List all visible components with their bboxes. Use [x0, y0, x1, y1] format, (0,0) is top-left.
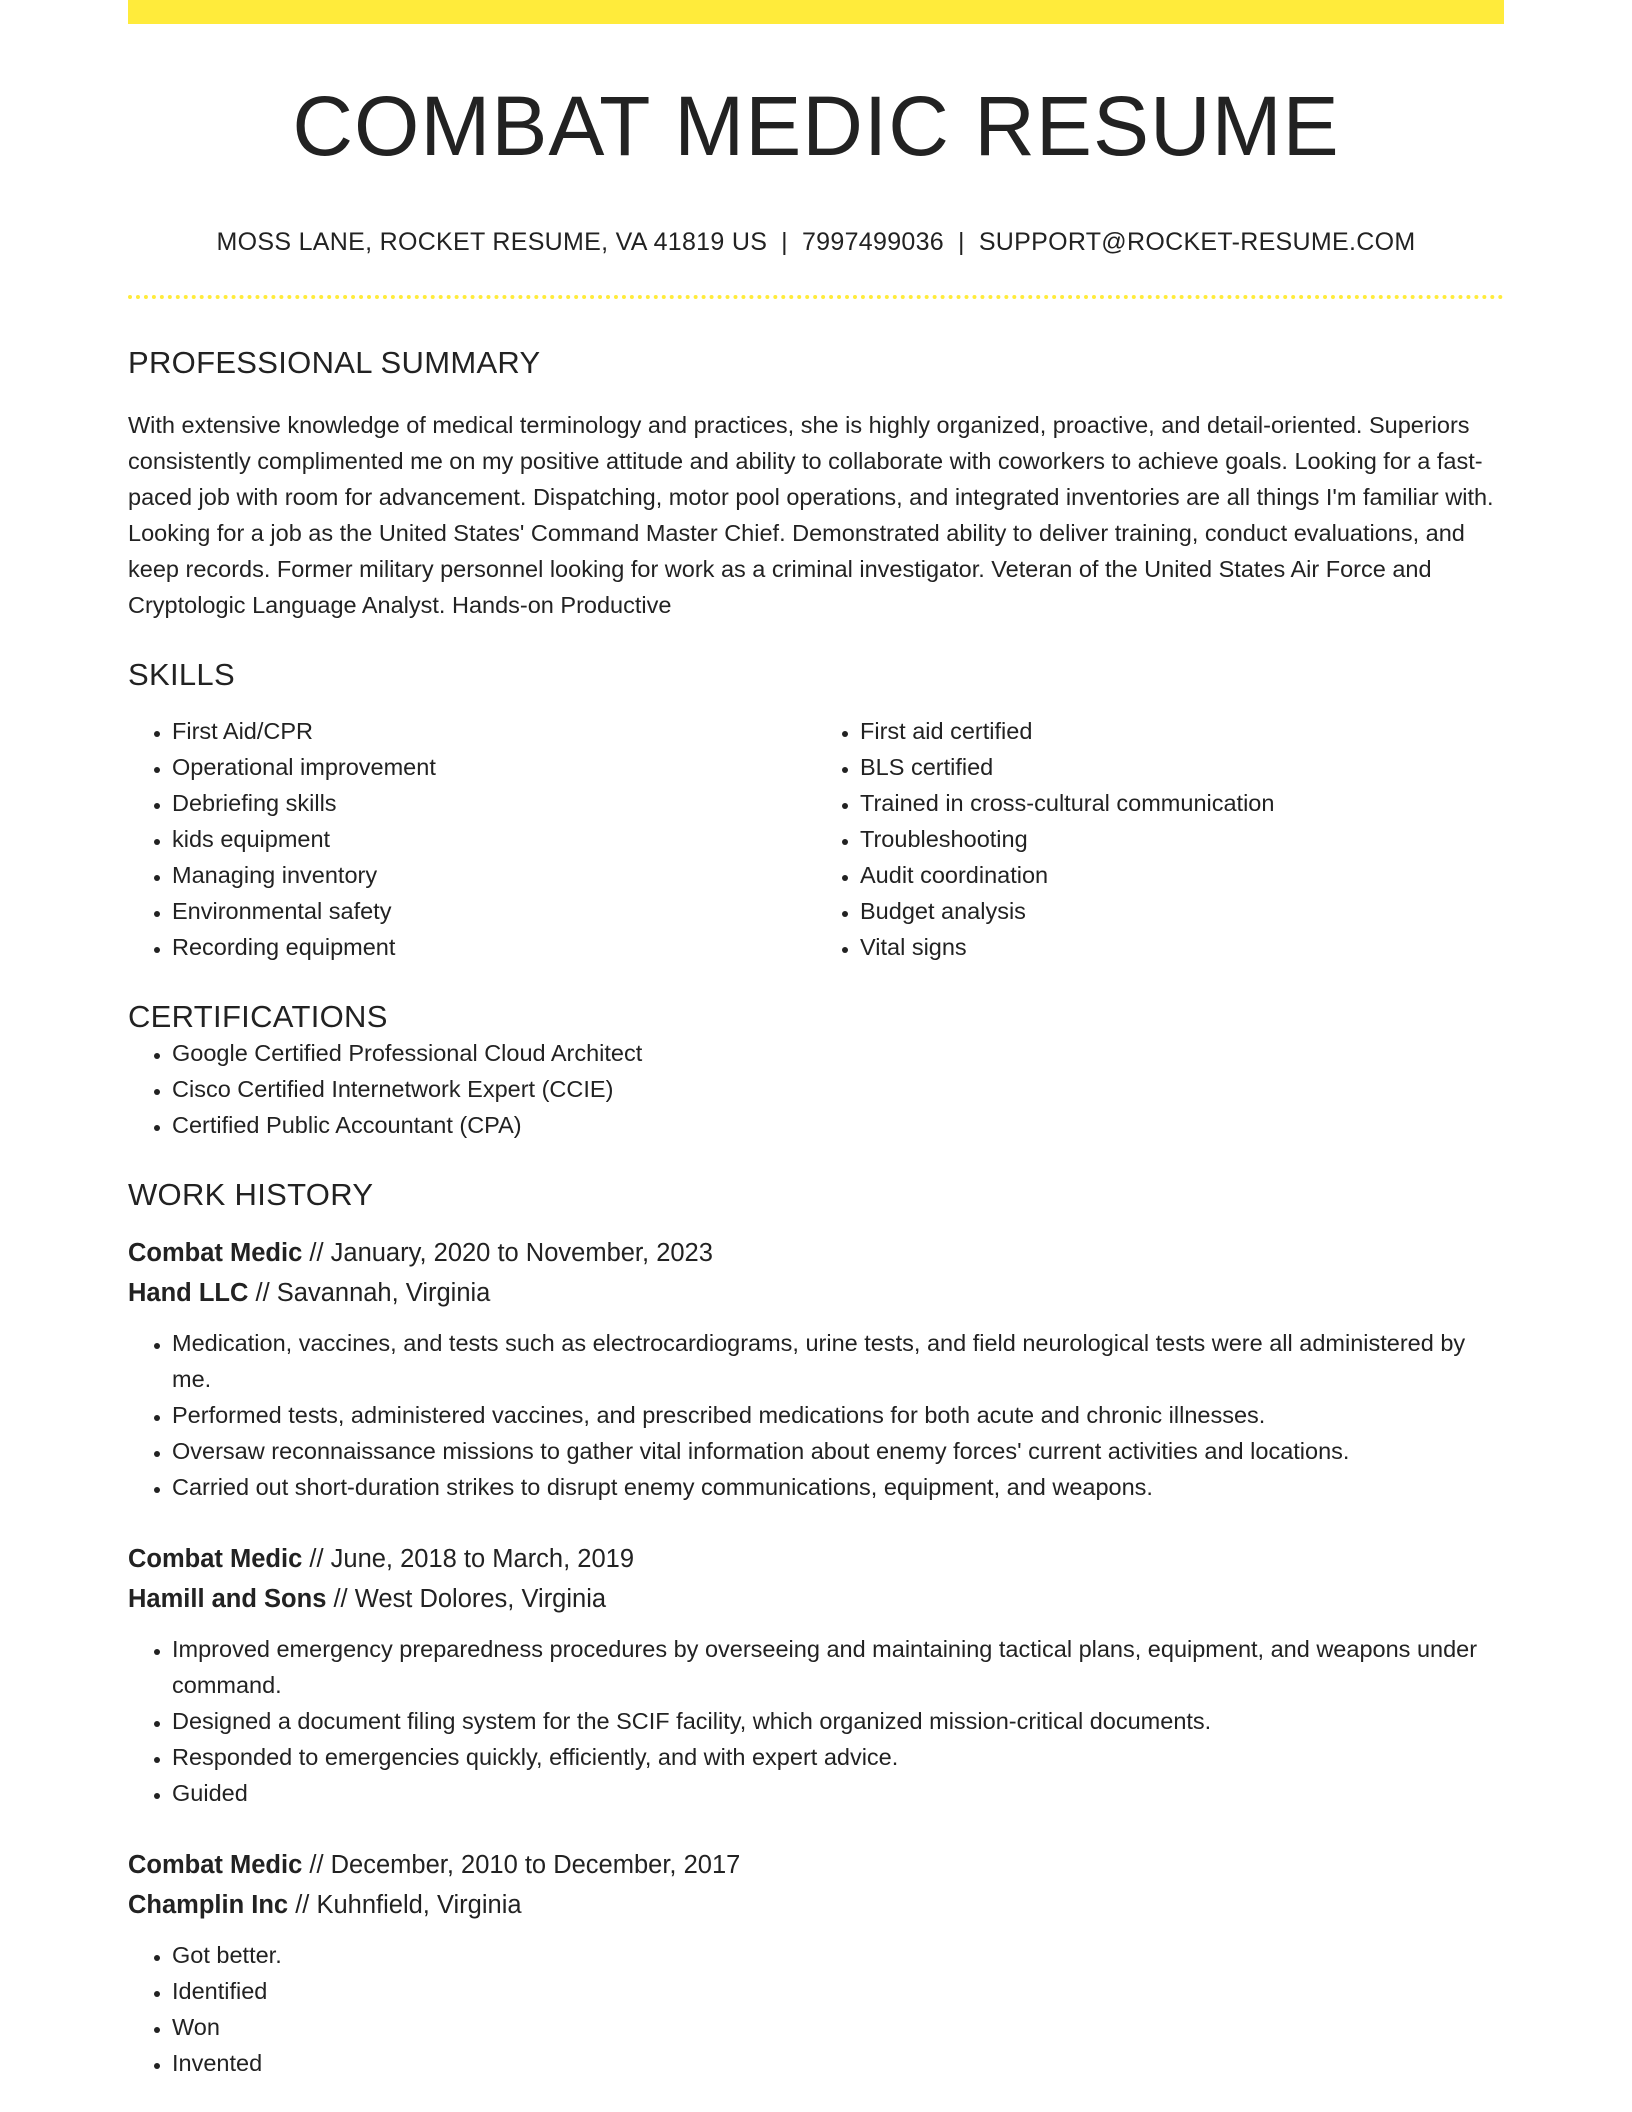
job-title-line [128, 1845, 1504, 1885]
job-separator: // [255, 1279, 270, 1307]
summary-heading: PROFESSIONAL SUMMARY [128, 345, 541, 380]
job-duty: • Performed tests, administered vaccines, and prescribed medications for both acute and chronic illnesses. [172, 1397, 1504, 1433]
job-location: Savannah, Virginia [276, 1279, 491, 1307]
job-company: Hamill and Sons [128, 1585, 327, 1613]
skill-item: • Trained in cross-cultural communication [860, 785, 1504, 821]
job-duty: • Got better. [172, 1937, 1504, 1973]
contact-line [128, 228, 1504, 257]
job-company-line [128, 1273, 1504, 1313]
resume-title: COMBAT MEDIC RESUME [292, 79, 1340, 173]
job-title-line [128, 1539, 1504, 1579]
job-company-line [128, 1579, 1504, 1619]
skill-item: • Audit coordination [860, 857, 1504, 893]
resume-page [128, 0, 1504, 2081]
job-title: Combat Medic [128, 1545, 303, 1573]
job-duty: • Improved emergency preparedness procedures by overseeing and maintaining tactical plans, equipment, and weapons under command. [172, 1631, 1504, 1703]
job-separator: // [295, 1891, 310, 1919]
skill-item: • First Aid/CPR [172, 713, 816, 749]
dotted-divider [128, 295, 1504, 299]
job-company-line [128, 1885, 1504, 1925]
job-separator: // [309, 1851, 324, 1879]
job-duty: • Won [172, 2009, 1504, 2045]
job-company: Champlin Inc [128, 1891, 289, 1919]
job-duty: • Designed a document filing system for the SCIF facility, which organized mission-critical documents. [172, 1703, 1504, 1739]
skill-item: • BLS certified [860, 749, 1504, 785]
contact-email: SUPPORT@ROCKET-RESUME.COM [978, 228, 1416, 256]
job-dates: June, 2018 to March, 2019 [330, 1545, 635, 1573]
job-dates: January, 2020 to November, 2023 [330, 1239, 713, 1267]
certifications-heading: CERTIFICATIONS [128, 999, 388, 1034]
job-title: Combat Medic [128, 1239, 303, 1267]
skills-heading: SKILLS [128, 657, 235, 692]
job-location: Kuhnfield, Virginia [316, 1891, 522, 1919]
skill-item: • Recording equipment [172, 929, 816, 965]
job-separator: // [309, 1239, 324, 1267]
certifications-list [128, 1035, 1504, 1143]
skill-item: • Troubleshooting [860, 821, 1504, 857]
job-duty: • Guided [172, 1775, 1504, 1811]
accent-bar [128, 0, 1504, 24]
job-duty: • Carried out short-duration strikes to disrupt enemy communications, equipment, and weapons. [172, 1469, 1504, 1505]
skill-item: • Budget analysis [860, 893, 1504, 929]
job-duties-list [128, 1631, 1504, 1811]
skill-item: • Environmental safety [172, 893, 816, 929]
work-history-heading: WORK HISTORY [128, 1177, 374, 1212]
job-entry [128, 1233, 1504, 1505]
skills-left-list [128, 713, 816, 965]
skill-item: • Operational improvement [172, 749, 816, 785]
certification-item: • Cisco Certified Internetwork Expert (CCIE) [172, 1071, 1504, 1107]
skill-item: • Debriefing skills [172, 785, 816, 821]
skill-item: • kids equipment [172, 821, 816, 857]
skill-item: • First aid certified [860, 713, 1504, 749]
job-company: Hand LLC [128, 1279, 249, 1307]
skills-columns [128, 713, 1504, 965]
job-title: Combat Medic [128, 1851, 303, 1879]
job-duty: • Oversaw reconnaissance missions to gather vital information about enemy forces' current activities and locations. [172, 1433, 1504, 1469]
contact-separator: | [958, 228, 965, 256]
job-entry [128, 1539, 1504, 1811]
contact-separator: | [781, 228, 788, 256]
job-entry [128, 1845, 1504, 2081]
certification-item: • Certified Public Accountant (CPA) [172, 1107, 1504, 1143]
contact-phone: 7997499036 [801, 228, 945, 256]
summary-text: With extensive knowledge of medical terminology and practices, she is highly organized, proactive, and detail-oriented. Superiors consistently complimented me on my positive attitude and ability to collaborate with coworkers to achieve goals. Looking for a fast-paced job with room for advancement. Dispatching, motor pool operations, and integrated inventories are all things I'm familiar with. Looking for a job as the United States' Command Master Chief. Demonstrated ability to deliver training, conduct evaluations, and keep records. Former military personnel looking for work as a criminal investigator. Veteran of the United States Air Force and Cryptologic Language Analyst. Hands-on Productive [128, 412, 1494, 618]
job-duty: • Invented [172, 2045, 1504, 2081]
contact-address: MOSS LANE, ROCKET RESUME, VA 41819 US [216, 228, 768, 256]
job-separator: // [309, 1545, 324, 1573]
job-duties-list [128, 1325, 1504, 1505]
skill-item: • Managing inventory [172, 857, 816, 893]
job-location: West Dolores, Virginia [354, 1585, 607, 1613]
job-title-line [128, 1233, 1504, 1273]
job-duty: • Identified [172, 1973, 1504, 2009]
job-duties-list [128, 1937, 1504, 2081]
job-dates: December, 2010 to December, 2017 [330, 1851, 741, 1879]
job-duty: • Responded to emergencies quickly, efficiently, and with expert advice. [172, 1739, 1504, 1775]
job-separator: // [333, 1585, 348, 1613]
job-duty: • Medication, vaccines, and tests such as electrocardiograms, urine tests, and field neurological tests were all administered by me. [172, 1325, 1504, 1397]
skill-item: • Vital signs [860, 929, 1504, 965]
certification-item: • Google Certified Professional Cloud Architect [172, 1035, 1504, 1071]
skills-right-list [816, 713, 1504, 965]
